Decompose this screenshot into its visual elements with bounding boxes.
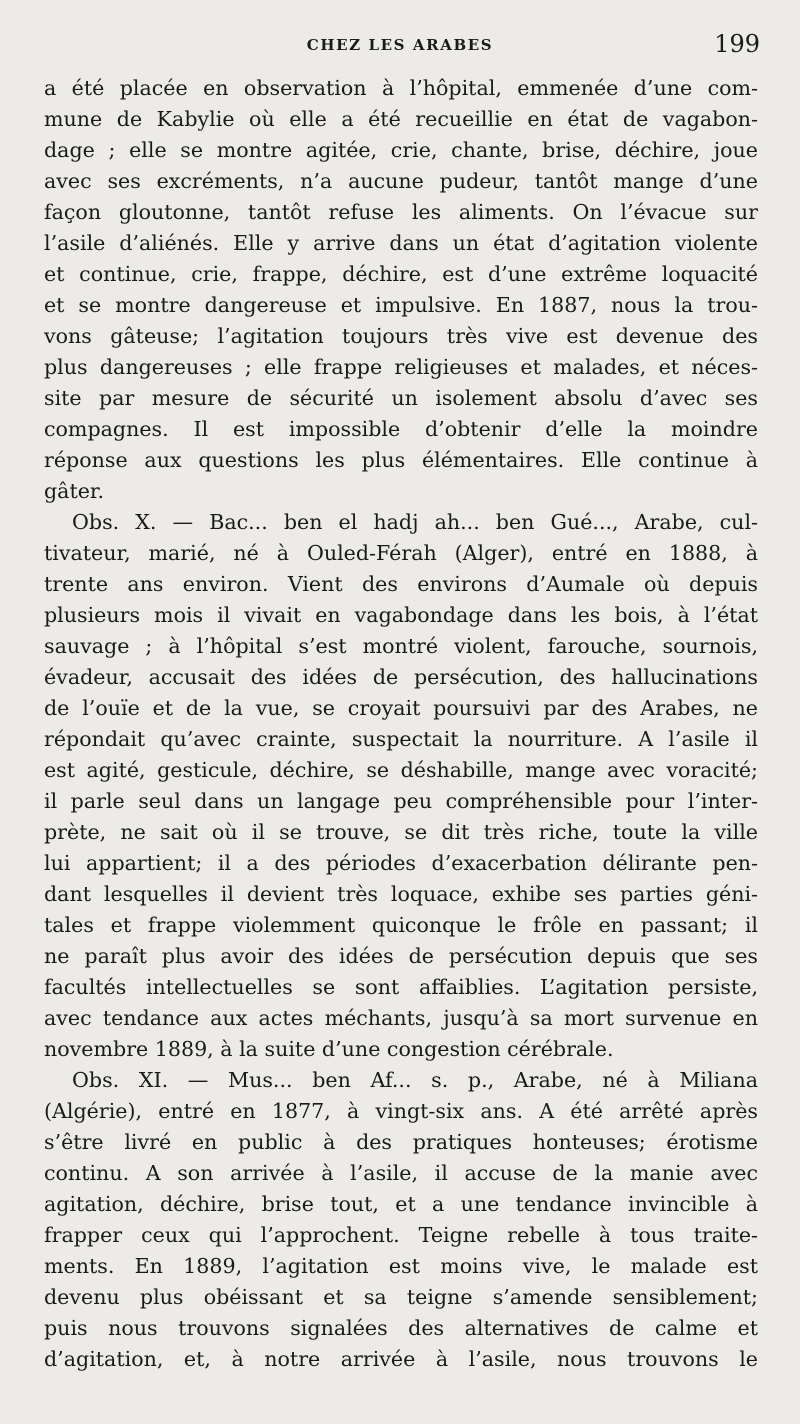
text-line: d’agitation, et, à notre arrivée à l’asile, nous trouvons le [44, 1347, 758, 1371]
text-line: facultés intellectuelles se sont affaiblies. L’agitation persiste, [44, 975, 758, 999]
text-line: plusieurs mois il vivait en vagabondage dans les bois, à l’état [44, 603, 758, 627]
text-line: prète, ne sait où il se trouve, se dit très riche, toute la ville [44, 820, 758, 844]
text-line: gâter. [44, 479, 105, 503]
text-line: agitation, déchire, brise tout, et a une tendance invincible à [44, 1192, 758, 1216]
text-line: dage ; elle se montre agitée, crie, chante, brise, déchire, joue [44, 138, 758, 162]
text-line: évadeur, accusait des idées de persécution, des hallucinations [44, 665, 758, 689]
text-line: tales et frappe violemment quiconque le frôle en passant; il [44, 913, 758, 937]
page-number: 199 [714, 30, 760, 58]
text-line: frapper ceux qui l’approchent. Teigne rebelle à tous traite- [44, 1223, 758, 1247]
body-text [44, 73, 758, 1375]
observation-xi-heading-line: Obs. XI. — Mus... ben Af... s. p., Arabe, né à Miliana [72, 1068, 758, 1092]
text-line: (Algérie), entré en 1877, à vingt-six ans. A été arrêté après [44, 1099, 758, 1123]
text-line: dant lesquelles il devient très loquace, exhibe ses parties géni- [44, 882, 758, 906]
text-line: et continue, crie, frappe, déchire, est d’une extrême loquacité [44, 262, 758, 286]
text-line: puis nous trouvons signalées des alternatives de calme et [44, 1316, 758, 1340]
text-line: ne paraît plus avoir des idées de persécution depuis que ses [44, 944, 758, 968]
text-line: il parle seul dans un langage peu compréhensible pour l’inter- [44, 789, 758, 813]
text-line: avec ses excréments, n’a aucune pudeur, tantôt mange d’une [44, 169, 758, 193]
text-line: sauvage ; à l’hôpital s’est montré violent, farouche, sournois, [44, 634, 758, 658]
text-line: et se montre dangereuse et impulsive. En 1887, nous la trou- [44, 293, 758, 317]
text-line: vons gâteuse; l’agitation toujours très vive est devenue des [44, 324, 758, 348]
text-line: mune de Kabylie où elle a été recueillie en état de vagabon- [44, 107, 758, 131]
text-line: ments. En 1889, l’agitation est moins vive, le malade est [44, 1254, 758, 1278]
text-line: l’asile d’aliénés. Elle y arrive dans un état d’agitation violente [44, 231, 758, 255]
text-line: trente ans environ. Vient des environs d’Aumale où depuis [44, 572, 758, 596]
text-line: tivateur, marié, né à Ouled-Férah (Alger), entré en 1888, à [44, 541, 758, 565]
text-line: répondait qu’avec crainte, suspectait la nourriture. A l’asile il [44, 727, 758, 751]
running-head [40, 30, 760, 70]
running-title: CHEZ LES ARABES [306, 36, 494, 54]
text-line: novembre 1889, à la suite d’une congestion cérébrale. [44, 1037, 614, 1061]
text-line: lui appartient; il a des périodes d’exacerbation délirante pen- [44, 851, 758, 875]
observation-x-heading-line: Obs. X. — Bac... ben el hadj ah... ben Gué..., Arabe, cul- [72, 510, 758, 534]
text-line: devenu plus obéissant et sa teigne s’amende sensiblement; [44, 1285, 758, 1309]
text-line: de l’ouïe et de la vue, se croyait poursuivi par des Arabes, ne [44, 696, 758, 720]
text-line: s’être livré en public à des pratiques honteuses; érotisme [44, 1130, 758, 1154]
text-line: avec tendance aux actes méchants, jusqu’à sa mort survenue en [44, 1006, 758, 1030]
text-line: continu. A son arrivée à l’asile, il accuse de la manie avec [44, 1161, 758, 1185]
text-line: site par mesure de sécurité un isolement absolu d’avec ses [44, 386, 758, 410]
text-line: plus dangereuses ; elle frappe religieuses et malades, et néces- [44, 355, 758, 379]
text-line: compagnes. Il est impossible d’obtenir d’elle la moindre [44, 417, 758, 441]
text-line: façon gloutonne, tantôt refuse les aliments. On l’évacue sur [44, 200, 758, 224]
text-line: a été placée en observation à l’hôpital, emmenée d’une com- [44, 76, 758, 100]
text-line: est agité, gesticule, déchire, se déshabille, mange avec voracité; [44, 758, 758, 782]
text-line: réponse aux questions les plus élémentaires. Elle continue à [44, 448, 758, 472]
